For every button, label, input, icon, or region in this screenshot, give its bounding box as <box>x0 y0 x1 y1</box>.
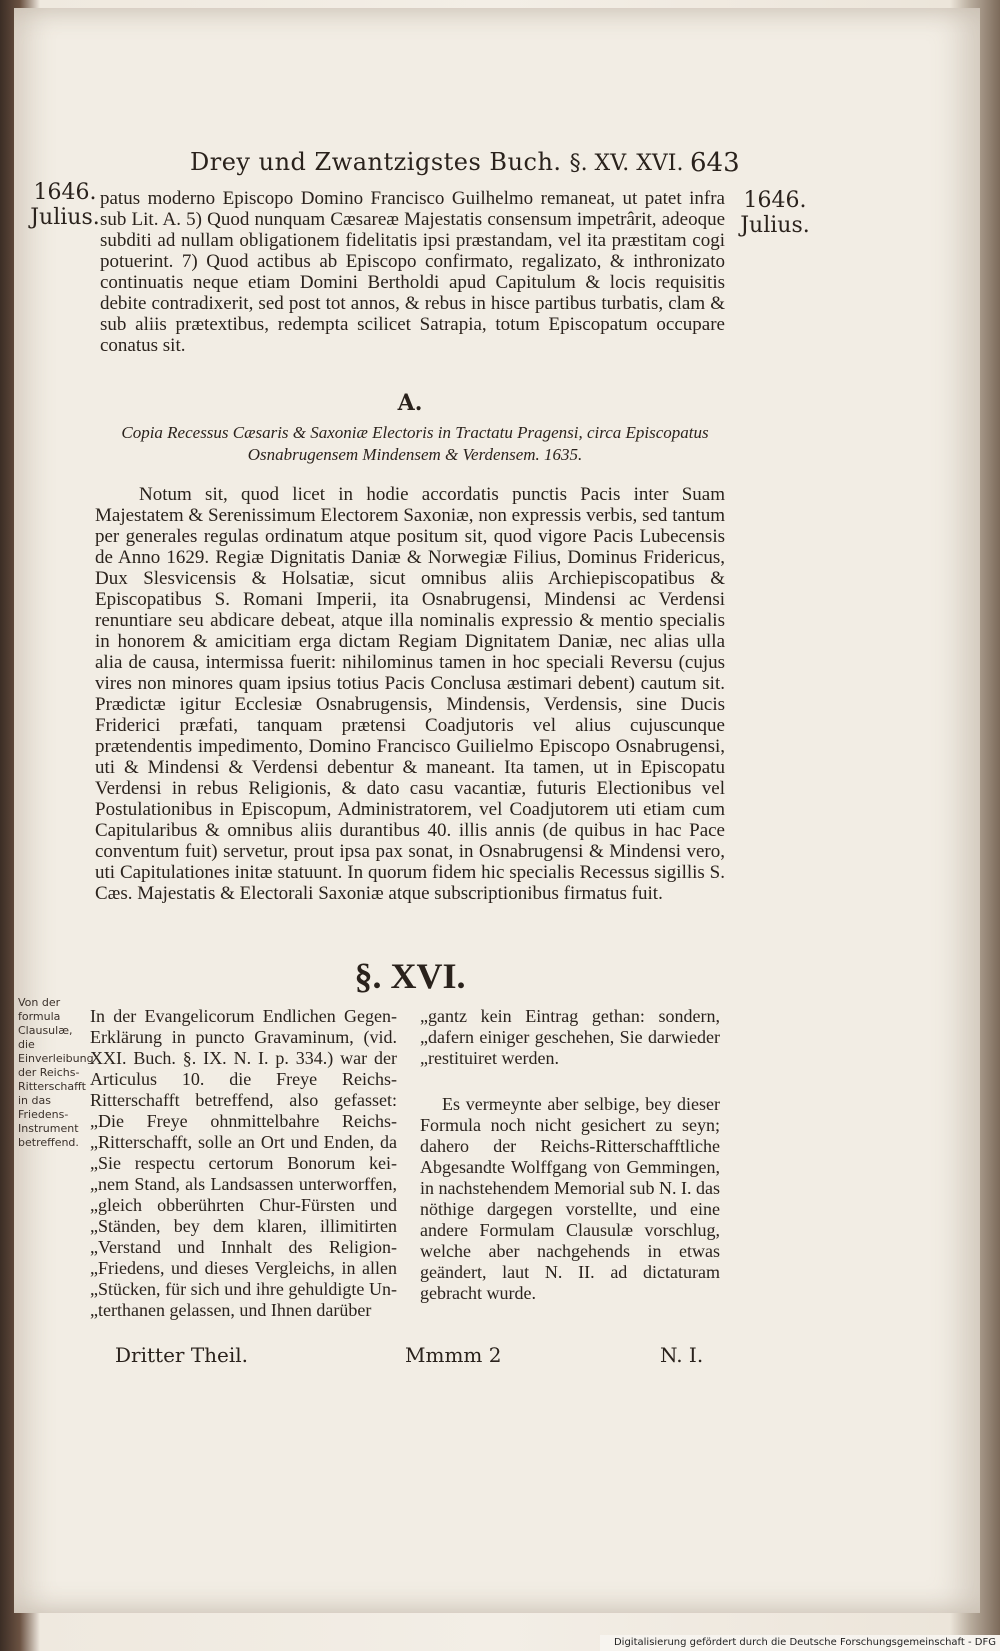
right-column-text-1: „gantz kein Eintrag gethan: sondern, „dafern einiger geschehen, Sie darwieder „restituiret werden. <box>420 1006 720 1068</box>
right-margin-month: Julius. <box>740 213 810 238</box>
digitization-credit: Digitalisierung gefördert durch die Deutsche Forschungsgemeinschaft - DFG <box>600 1635 1000 1651</box>
left-margin-year: 1646. <box>33 180 97 205</box>
page-number: 643 <box>690 148 740 178</box>
appendix-letter: A. <box>397 390 423 416</box>
header-section: §. XV. XVI. <box>569 151 684 176</box>
body-paragraph-1: patus moderno Episcopo Domino Francisco Guilhelmo remaneat, ut patet infra sub Lit. A. 5) Quod nunquam Cæsareæ Majestatis consensum impetrârit, adeoque subditi ad nullam obligationem fidelitatis ipsi præstandam, vel ita præstitam cogi potuerint. 7) Quod actibus ab Episcopo confirmato, regalizato, & inthronizato continuatis neque etiam Domini Bertholdi apud Capitulum & locis requisitis debite contradixerit, sed post tot annos, & rebus in hisce partibus turbatis, clam & sub aliis prætextibus, redempta scilicet Satrapia, totum Episcopatum occupare conatus sit. <box>100 188 725 356</box>
left-margin-date <box>30 180 100 230</box>
left-margin-month: Julius. <box>30 205 100 230</box>
right-column-text-2: Es vermeynte aber selbige, bey dieser Formula noch nicht gesichert zu seyn; dahero der Reichs-Ritterschafftliche Abgesandte Wolffgang von Gemmingen, in nachstehendem Memorial sub N. I. das nöthige dargegen vorstellte, und eine andere Formulam Clausulæ vorschlug, welche aber nachgehends in etwas geändert, laut N. II. ad dictaturam gebracht wurde. <box>420 1094 720 1303</box>
left-column-text: In der Evangelicorum Endlichen Gegen-Erklärung in puncto Gravaminum, (vid. XXI. Buch. §. IX. N. I. p. 334.) war der Articulus 10. die Freye Reichs-Ritterschafft betreffend, also gefasset: „Die Freye ohnmittelbahre Reichs-„Ritterschafft, solle an Ort und Enden, da „Sie respectu certorum Bonorum kei-„nem Stand, als Landsassen unterworffen, „gleich obberührten Chur-Fürsten und „Ständen, bey dem klaren, illimitirten „Verstand und Innhalt des Religion-„Friedens, und dieses Vergleichs, in allen „Stücken, für sich und ihre gehuldigte Un-„terthanen gelassen, und Ihnen darüber <box>90 1006 397 1320</box>
footer-volume: Dritter Theil. <box>115 1343 249 1367</box>
header-title: Drey und Zwantzigstes Buch. <box>190 148 562 176</box>
footer-signature: Mmmm 2 <box>405 1343 502 1367</box>
section-heading: §. XVI. <box>354 956 466 996</box>
appendix-paragraph: Notum sit, quod licet in hodie accordatis punctis Pacis inter Suam Majestatem & Serenissimum Electorem Saxoniæ, non expressis verbis, sed tantum per generales regulas ordinatum atque positum sit, quod vigore Pacis Lubecensis de Anno 1629. Regiæ Dignitatis Daniæ & Norwegiæ Filius, Dominus Fridericus, Dux Slesvicensis & Holsatiæ, sicut omnibus aliis Archiepiscopatibus & Episcopatibus S. Romani Imperii, ita Osnabrugensi, Mindensi ac Verdensi renuntiare seu abdicare debeat, atque illa nominalis expressio & mentio specialis in honorem & amicitiam erga dictam Regiam Dignitatem Daniæ, nec alias ulla alia de causa, intermissa fuerit: nihilominus tamen in hoc speciali Reversu (cujus vires non minores quam ipsius totius Pacis Conclusa æstimari debent) cautum sit. Prædictæ igitur Ecclesiæ Osnabrugensis, Mindensis, Verdensis, sine Ducis Friderici præfati, tanquam prætensi Coadjutoris vel alius cujuscunque prætendentis impedimento, Domino Francisco Guilielmo Episcopo Osnabrugensi, uti & Mindensi & Verdensi debentur & maneant. Ita tamen, ut in Episcopatu Verdensi in rebus Religionis, & dato casu vacantiæ, futuris Electionibus vel Postulationibus in Episcopum, Administratorem, vel Coadjutorem uti etiam cum Capitularibus & omnibus aliis durantibus 40. illis annis (de quibus in hac Pace conventum fuit) servetur, prout ipsa pax sonat, in Osnabrugensi & Mindensi vero, uti Capitulationes initæ statuunt. In quorum fidem hic specialis Recessus sigillis S. Cæs. Majestatis & Electorali Saxoniæ atque subscriptionibus firmatus fuit. <box>95 484 725 904</box>
appendix-title: Copia Recessus Cæsaris & Saxoniæ Electoris in Tractatu Pragensi, circa Episcopatus Osnabrugensem Mindensem & Verdensem. 1635. <box>121 423 709 464</box>
running-header <box>190 148 740 186</box>
marginal-note: Von der formula Clausulæ, die Einverleibung der Reichs-Ritterschafft in das Friedens-Instrument betreffend. <box>18 996 94 1149</box>
footer-catchword: N. I. <box>660 1343 704 1367</box>
right-margin-date <box>735 188 815 238</box>
right-margin-year: 1646. <box>743 188 807 213</box>
